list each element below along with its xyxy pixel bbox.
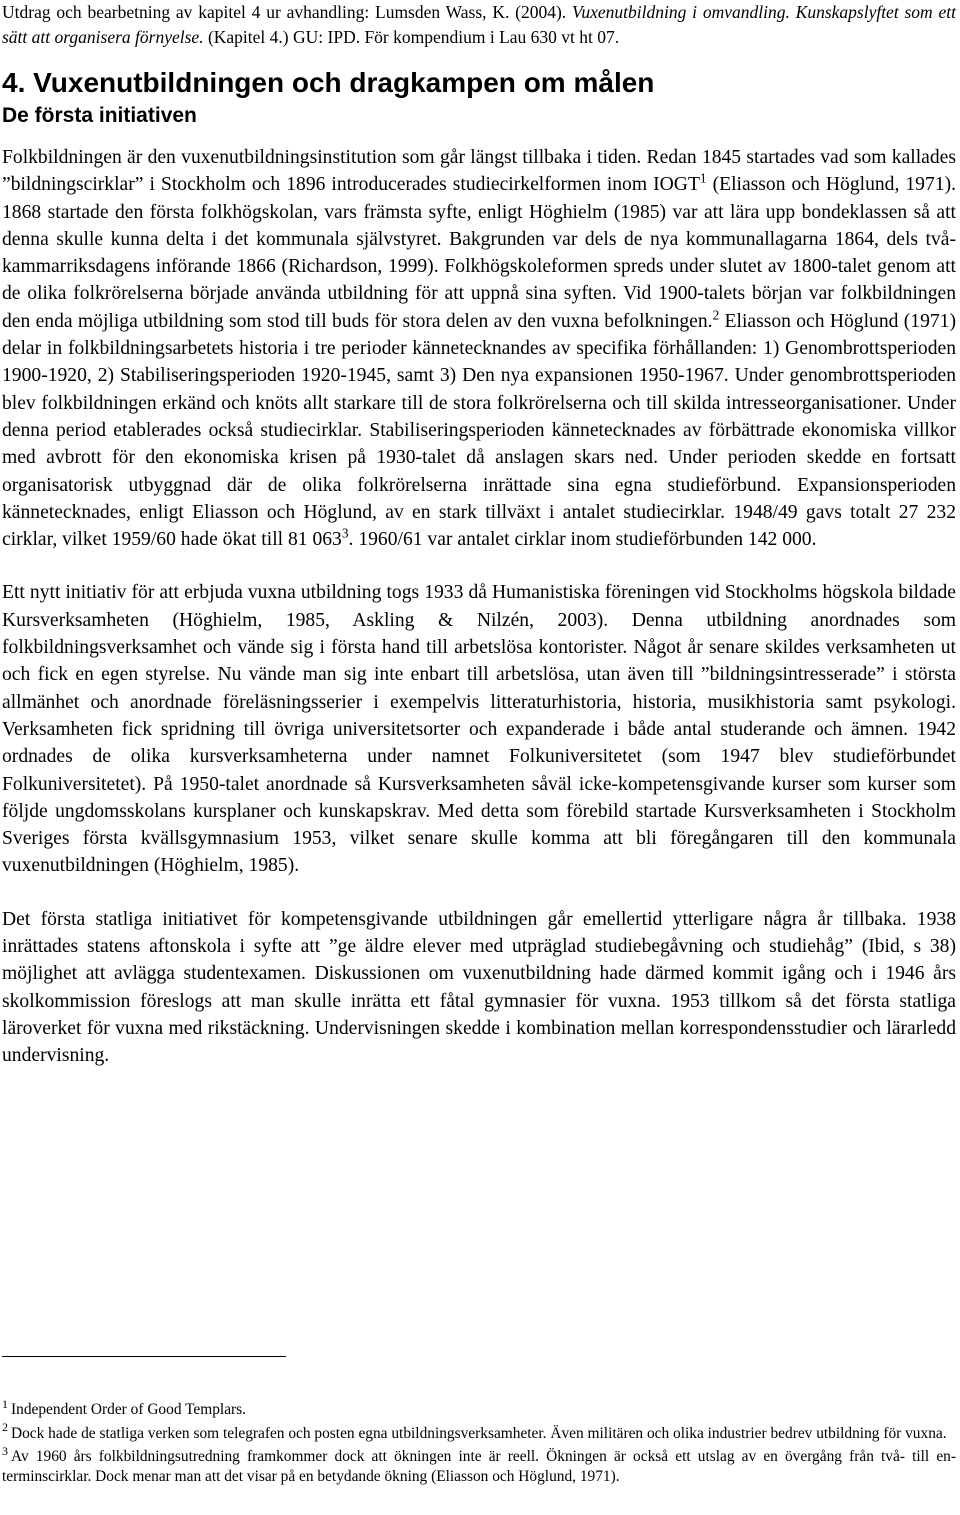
footnote-1	[2, 1396, 956, 1420]
footnote-number: 3	[2, 1443, 8, 1458]
chapter-title: 4. Vuxenutbildningen och dragkampen om målen	[2, 67, 655, 98]
footnote-number: 2	[2, 1420, 8, 1435]
footnote-text: Independent Order of Good Templars.	[11, 1401, 246, 1418]
citation-header	[2, 0, 956, 50]
footnote-ref-1[interactable]: 1	[699, 170, 707, 186]
paragraph-statliga-initiativet: Det första statliga initiativet för kompetensgivande utbildningen går emellertid ytterligare några år tillbaka. 1938 inrättades statens aftonskola i syfte att ”ge äldre elever med utpräglad studiebegåvning och studiehåg” (Ibid, s 38) möjlighet att avlägga studentexamen. Diskussionen om vuxenutbildning hade därmed kommit igång och i 1946 års skolkommission föreslogs att man skulle inrätta ett fåtal gymnasier för vuxna. 1953 tillkom så det första statliga läroverket för vuxna med rikstäckning. Undervisningen skedde i kombination mellan korrespondensstudier och lärarledd undervisning.	[2, 908, 956, 1067]
footnote-text: Av 1960 års folkbildningsutredning framkommer dock att ökningen inte är reell. Ökningen är också ett utslag av en övergång från två- till en-terminscirklar. Dock menar man att det visar på en betydande ökning (Eliasson och Höglund, 1971).	[2, 1448, 956, 1485]
paragraph1-text-d: . 1960/61 var antalet cirklar inom studieförbunden 142 000.	[348, 529, 817, 551]
footnote-divider	[2, 1356, 286, 1357]
paragraph1-text-c: Eliasson och Höglund (1971) delar in folkbildningsarbetets historia i tre perioder kännetecknandes av specifika förhållanden: 1) Genombrottsperioden 1900-1920, 2) Stabiliseringsperioden 1920-1945, samt 3) Den nya expansionen 1950-1967. Under genombrottsperioden blev folkbildningen erkänd och knöts allt starkare till de stora folkrörelserna och till skilda intresseorganisationer. Under denna period etablerades också studiecirklar. Stabiliseringsperioden kännetecknades av förbättrade ekonomiska villkor med avbrott för den ekonomiska krisen på 1930-talet då anslagen skars ned. Under perioden skedde en fortsatt organisatorisk utbyggnad där de olika folkrörelserna inrättade sina egna studieförbund. Expansionsperioden kännetecknades, enligt Eliasson och Höglund, av en stark tillväxt i antalet studiecirklar. 1948/49 gavs totalt 27 232 cirklar, vilket 1959/60 hade ökat till 81 063	[2, 310, 956, 551]
footnote-ref-2[interactable]: 2	[712, 307, 720, 323]
footnote-text: Dock hade de statliga verken som telegrafen och posten egna utbildningsverksamheter. Även militären och olika industrier bedrev utbildning för vuxna.	[11, 1424, 947, 1442]
header-book-title: Vuxenutbildning i omvandling. Kunskapslyftet som ett sätt att organisera förnyelse.	[2, 2, 956, 47]
paragraph-kursverksamheten: Ett nytt initiativ för att erbjuda vuxna utbildning togs 1933 då Humanistiska föreningen vid Stockholms högskola bildade Kursverksamheten (Höghielm, 1985, Askling & Nilzén, 2003). Denna utbildning anordnades som folkbildningsverksamhet och vände sig i första hand till arbetslösa kontorister. Något år senare skildes verksamheten ut och fick en egen styrelse. Nu vände man sig inte enbart till arbetslösa, utan även till ”bildningsintresserade” i största allmänhet och anordnade föreläsningsserier i exempelvis litteraturhistoria, historia, musikhistoria samt psykologi. Verksamheten fick spridning till övriga universitetsorter och expanderade i både antal studerande och ämnen. 1942 ordnades de olika kursverksamheterna under namnet Folkuniversitetet (som 1947 blev studieförbundet Folkuniversitetet). På 1950-talet anordnade så Kursverksamheten såväl icke-kompetensgivande kurser som kurser som följde ungdomsskolans kursplaner och kunskapskrav. Med detta som förebild startade Kursverksamheten i Stockholm Sveriges första kvällsgymnasium 1953, vilket senare skulle komma att bli föregångaren till den kommunala vuxenutbildningen (Höghielm, 1985).	[2, 582, 956, 877]
footnote-3	[2, 1443, 956, 1486]
header-text-start: Utdrag och bearbetning av kapitel 4 ur avhandling: Lumsden Wass, K. (2004).	[2, 2, 572, 22]
footnote-number: 1	[2, 1396, 8, 1411]
paragraph1-text-a: Folkbildningen är den vuxenutbildningsinstitution som går längst tillbaka i tiden. Redan 1845 startades vad som kallades ”bildningscirklar” i Stockholm och 1896 introducerades studiecirkelformen inom IOGT	[2, 147, 956, 196]
section-subtitle: De första initiativen	[2, 104, 197, 127]
footnotes	[2, 1396, 956, 1490]
paragraph1-text-b: (Eliasson och Höglund, 1971). 1868 startade den första folkhögskolan, vars främsta syfte, enligt Höghielm (1985) var att lära upp bondeklassen så att denna skulle kunna delta i det kommunala självstyret. Bakgrunden var dels de nya kommunallagarna 1864, dels två-kammarriksdagens införande 1866 (Richardson, 1999). Folkhögskoleformen spreds under slutet av 1800-talet genom att de olika folkrörelserna började använda utbildning för att uppnå sina syften. Vid 1900-talets början var folkbildningen den enda möjliga utbildning som stod till buds för stora delen av den vuxna befolkningen.	[2, 174, 956, 332]
footnote-2	[2, 1420, 956, 1444]
footnote-ref-3[interactable]: 3	[341, 525, 349, 541]
header-text-end: (Kapitel 4.) GU: IPD. För kompendium i Lau 630 vt ht 07.	[203, 27, 620, 47]
paragraph-folkbildning	[2, 144, 956, 553]
